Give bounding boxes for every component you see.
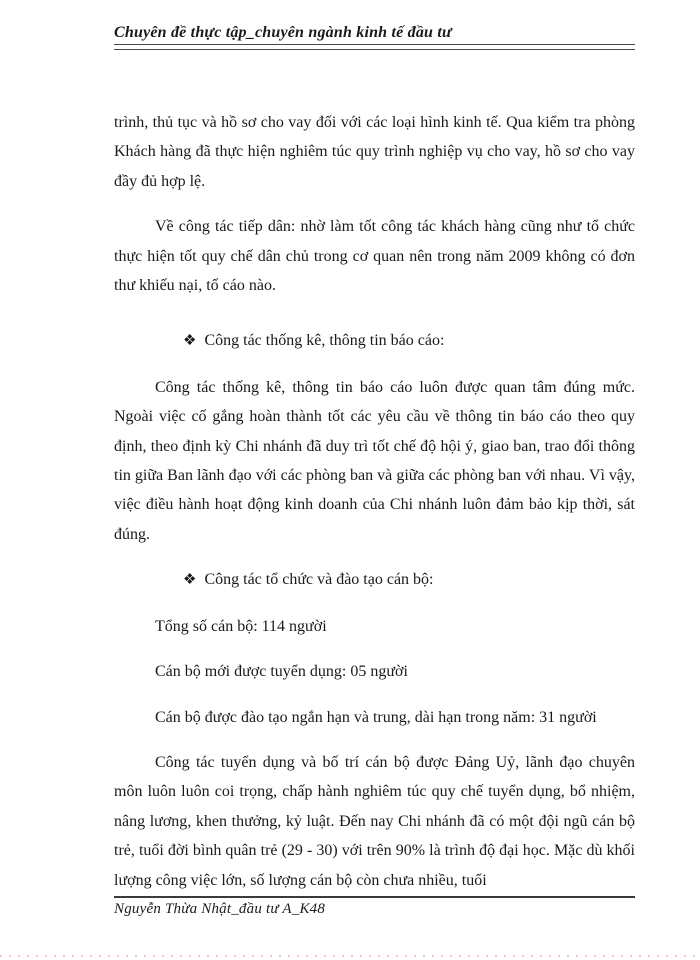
paragraph: Về công tác tiếp dân: nhờ làm tốt công tác khách hàng cũng như tổ chức thực hiện tốt quy chế dân chủ trong cơ quan nên trong năm 2009 không có đơn thư khiếu nại, tố cáo nào.: [114, 218, 635, 295]
footer-rule: [114, 896, 635, 898]
page-edge-dotted-line: [0, 955, 700, 957]
diamond-bullet-icon: ❖: [183, 333, 197, 350]
footer-author: Nguyễn Thừa Nhật_đầu tư A_K48: [114, 901, 326, 917]
paragraph: trình, thủ tục và hồ sơ cho vay đối với các loại hình kinh tế. Qua kiểm tra phòng Khách hàng đã thực hiện nghiêm túc quy trình nghiệp vụ cho vay, hồ sơ cho vay đầy đủ hợp lệ.: [114, 114, 635, 190]
bullet-item-label: Công tác tổ chức và đào tạo cán bộ:: [204, 571, 434, 589]
bullet-item: [114, 326, 635, 356]
stat-line-total-staff: Tổng số cán bộ: 114 người: [155, 617, 327, 635]
stat-line-new-hires: Cán bộ mới được tuyển dụng: 05 người: [155, 663, 408, 681]
document-body: [114, 108, 635, 911]
diamond-bullet-icon: ❖: [183, 572, 197, 589]
header-double-rule: [114, 44, 635, 50]
paragraph: Công tác thống kê, thông tin báo cáo luôn được quan tâm đúng mức. Ngoài việc cố gắng hoàn thành tốt các yêu cầu về thông tin báo cáo theo quy định, theo định kỳ Chi nhánh đã duy trì tốt chế độ hội ý, giao ban, trao đổi thông tin giữa Ban lãnh đạo với các phòng ban và giữa các phòng ban với nhau. Vì vậy, việc điều hành hoạt động kinh doanh của Chi nhánh luôn đảm bảo kịp thời, sát đúng.: [114, 378, 635, 543]
bullet-item-label: Công tác thống kê, thông tin báo cáo:: [204, 332, 445, 350]
paragraph: Công tác tuyển dụng và bố trí cán bộ được Đảng Uỷ, lãnh đạo chuyên môn luôn luôn coi trọng, chấp hành nghiêm túc quy chế tuyển dụng, bổ nhiệm, nâng lương, khen thưởng, kỷ luật. Đến nay Chi nhánh đã có một đội ngũ cán bộ trẻ, tuổi đời bình quân trẻ (29 - 30) với trên 90% là trình độ đại học. Mặc dù khối lượng công việc lớn, số lượng cán bộ còn chưa nhiều, tuổi: [114, 753, 635, 889]
page-header: [114, 24, 635, 50]
header-title: Chuyên đề thực tập_chuyên ngành kinh tế đầu tư: [114, 24, 452, 41]
bullet-item: [114, 565, 635, 595]
stat-line-trained-staff: Cán bộ được đào tạo ngắn hạn và trung, dài hạn trong năm: 31 người: [155, 708, 597, 726]
